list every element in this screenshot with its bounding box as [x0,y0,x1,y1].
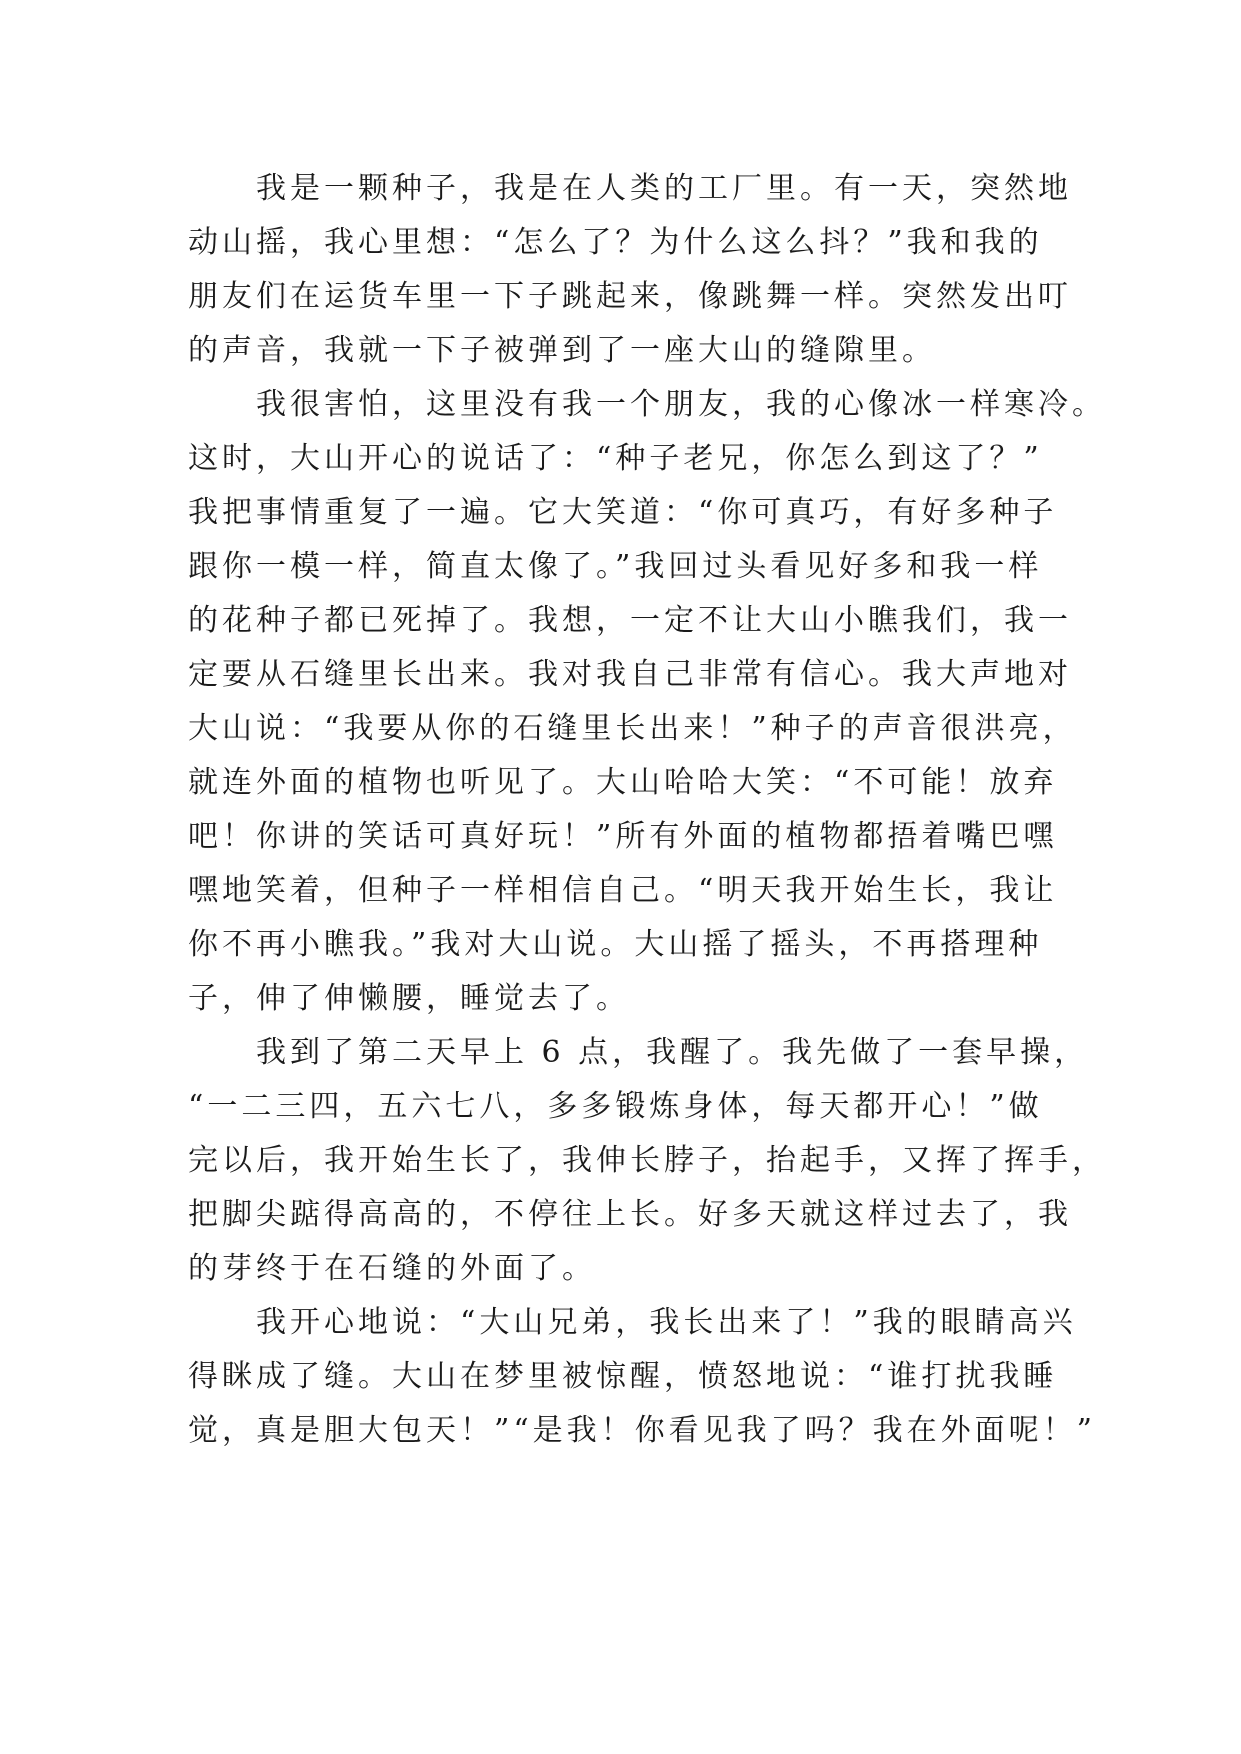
paragraph-1-line-1: 我是一颗种子，我是在人类的工厂里。有一天，突然地 [256,171,1072,206]
paragraph-2-line-9: 吧！你讲的笑话可真好玩！”所有外面的植物都捂着嘴巴嘿 [188,819,1058,854]
paragraph-4-line-1: 我开心地说：“大山兄弟，我长出来了！”我的眼睛高兴 [256,1305,1077,1340]
paragraph-3-line-2: “一二三四，五六七八，多多锻炼身体，每天都开心！”做 [188,1089,1043,1124]
paragraph-1-line-2: 动山摇，我心里想：“怎么了？为什么这么抖？”我和我的 [188,225,1043,260]
paragraph-2-line-8: 就连外面的植物也听见了。大山哈哈大笑：“不可能！放弃 [188,765,1058,800]
paragraph-3-line-5: 的芽终于在石缝的外面了。 [188,1251,596,1286]
paragraph-2-line-2: 这时，大山开心的说话了：“种子老兄，你怎么到这了？” [188,441,1043,476]
paragraph-4-line-2: 得眯成了缝。大山在梦里被惊醒，愤怒地说：“谁打扰我睡 [188,1359,1058,1394]
paragraph-1-line-3: 朋友们在运货车里一下子跳起来，像跳舞一样。突然发出叮 [188,279,1072,314]
paragraph-2-line-12: 子，伸了伸懒腰，睡觉去了。 [188,981,630,1016]
paragraph-3-line-3: 完以后，我开始生长了，我伸长脖子，抬起手，又挥了挥手， [188,1143,1106,1178]
paragraph-2-line-4: 跟你一模一样，简直太像了。”我回过头看见好多和我一样 [188,549,1043,584]
paragraph-3-line-1: 我到了第二天早上 6 点，我醒了。我先做了一套早操， [256,1035,1089,1070]
paragraph-3-line-4: 把脚尖踮得高高的，不停往上长。好多天就这样过去了，我 [188,1197,1072,1232]
paragraph-2-line-7: 大山说：“我要从你的石缝里长出来！”种子的声音很洪亮， [188,711,1077,746]
paragraph-2-line-3: 我把事情重复了一遍。它大笑道：“你可真巧，有好多种子 [188,495,1058,530]
paragraph-2-line-5: 的花种子都已死掉了。我想，一定不让大山小瞧我们，我一 [188,603,1072,638]
paragraph-2-line-10: 嘿地笑着，但种子一样相信自己。“明天我开始生长，我让 [188,873,1058,908]
paragraph-1-line-4: 的声音，我就一下子被弹到了一座大山的缝隙里。 [188,333,936,368]
paragraph-2-line-6: 定要从石缝里长出来。我对我自己非常有信心。我大声地对 [188,657,1072,692]
paragraph-2-line-11: 你不再小瞧我。”我对大山说。大山摇了摇头，不再搭理种 [188,927,1043,962]
paragraph-2-line-1: 我很害怕，这里没有我一个朋友，我的心像冰一样寒冷。 [256,387,1106,422]
paragraph-4-line-3: 觉，真是胆大包天！”“是我！你看见我了吗？我在外面呢！” [188,1413,1097,1448]
